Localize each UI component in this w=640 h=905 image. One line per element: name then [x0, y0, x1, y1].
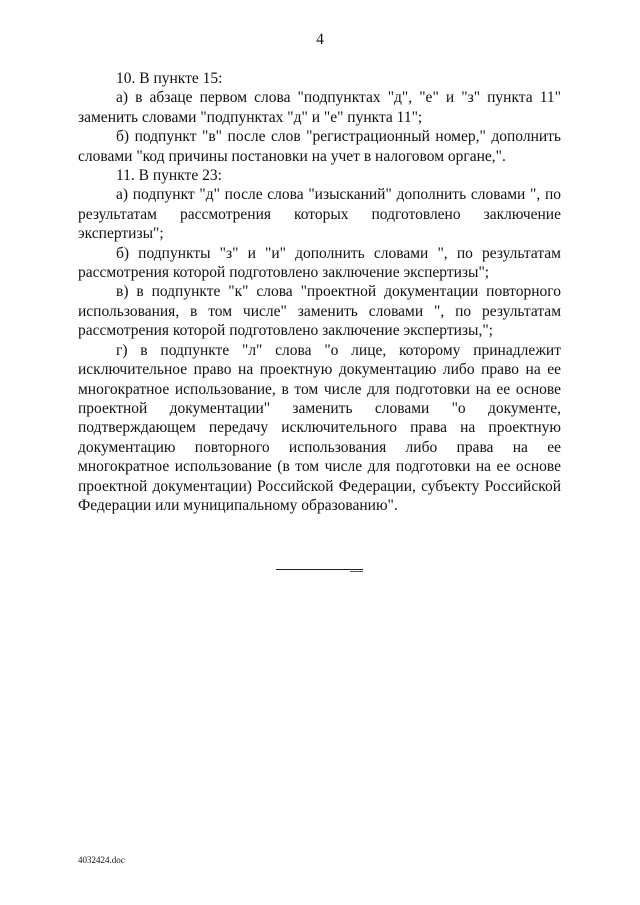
paragraph-item-10: 10. В пункте 15: [116, 70, 223, 87]
paragraph-subitem-11b: б) подпункты "з" и "и" дополнить словами ", по результатам рассмотрения которой подготовлено заключение экспертизы"; [78, 244, 561, 282]
paragraph-subitem-11g: г) в подпункте "л" слова "о лице, которому принадлежит исключительное право на проектную документацию либо право на ее многократное использование, в том числе для подготовки на ее основе проектной документации" заменить словами "о документе, подтверждающем передачу исключительного права на проектную документацию повторного использования либо права на ее многократное использование (в том числе для подготовки на ее основе проектной документации) Российской Федерации, субъекту Российской Федерации или муниципальному образованию". [78, 341, 561, 514]
paragraph-subitem-11a: а) подпункт "д" после слова "изысканий" дополнить словами ", по результатам рассмотрения которых подготовлено заключение экспертизы"; [78, 186, 561, 243]
end-divider-line [276, 569, 363, 570]
paragraph-subitem-11v: в) в подпункте "к" слова "проектной документации повторного использования, в том числе" заменить словами ", по результатам рассмотрения которой подготовлено заключение экспертизы,"; [78, 283, 561, 340]
document-body [78, 69, 561, 515]
paragraph-subitem-10a: а) в абзаце первом слова "подпунктах "д", "е" и "з" пункта 11" заменить словами "подпунктах "д" и "е" пункта 11"; [78, 89, 561, 126]
page-number: 4 [316, 31, 324, 48]
document-file-id: 4032424.doc [78, 855, 125, 865]
paragraph-item-11: 11. В пункте 23: [116, 167, 222, 185]
paragraph-subitem-10b: б) подпункт "в" после слов "регистрационный номер," дополнить словами "код причины постановки на учет в налоговом органе,". [78, 128, 561, 165]
end-divider-tail [350, 571, 363, 572]
